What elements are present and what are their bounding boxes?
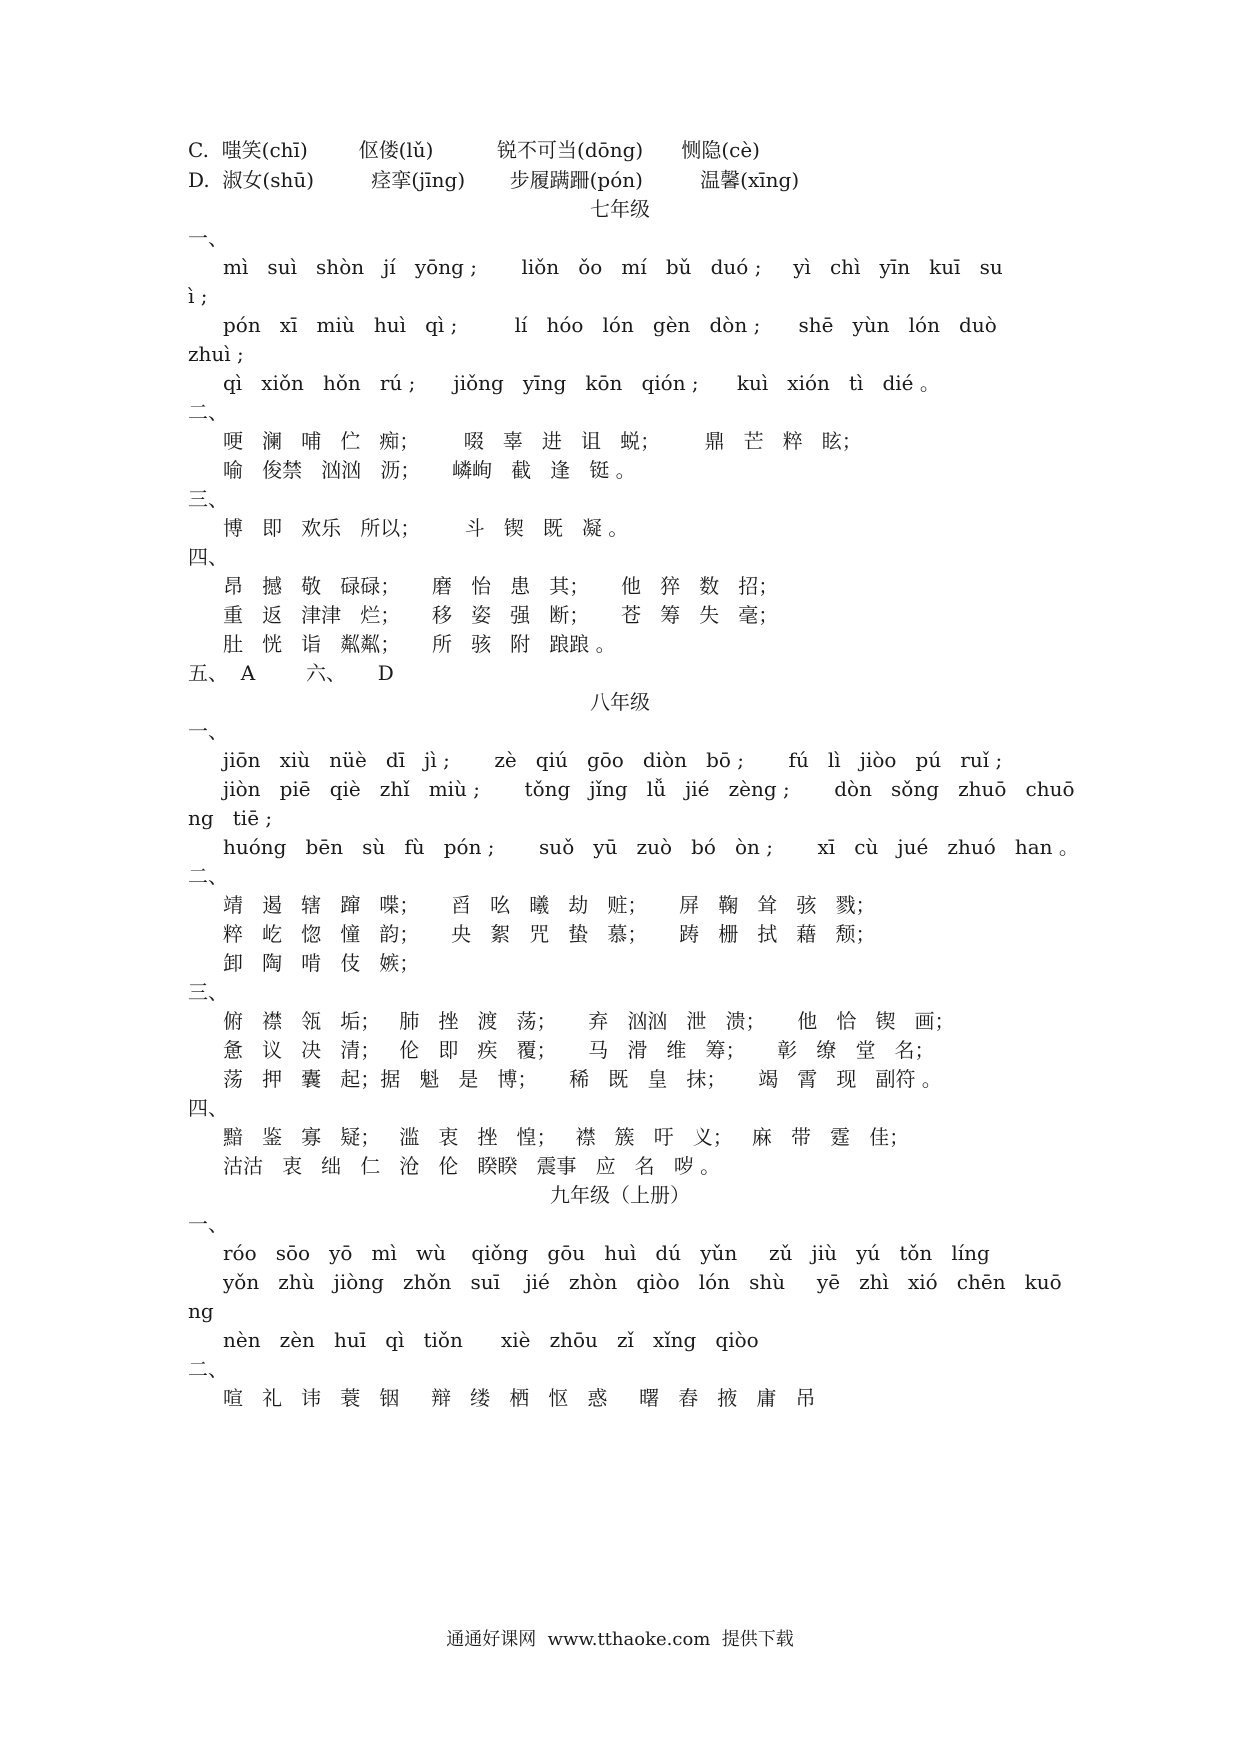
text-line: nèn zèn huī qì tiǒn xiè zhōu zǐ xǐng qiòo: [223, 1328, 759, 1352]
text-line: 昂 撼 敬 碌碌； 磨 怡 患 其； 他 猝 数 招；: [223, 574, 779, 598]
text-line: 三、: [188, 487, 228, 511]
text-line: 二、: [188, 400, 228, 424]
text-line: jiòn piē qiè zhǐ miù ; tǒng jǐng lǚ jié zèng ; dòn sǒng zhuō chuō: [223, 777, 1075, 801]
text-line: 惫 议 决 清； 伦 即 疾 覆； 马 滑 维 筹； 彰 缭 堂 名；: [223, 1038, 935, 1062]
text-line: 卸 陶 啃 伎 嫉；: [223, 951, 420, 975]
section-heading: 七年级: [590, 197, 650, 221]
text-line: 靖 遏 辖 蹿 喋； 舀 吆 曦 劫 赃； 屏 鞠 耸 骇 戮；: [223, 893, 876, 917]
text-line: 二、: [188, 864, 228, 888]
text-line: 博 即 欢乐 所以； 斗 锲 既 凝 。: [223, 516, 629, 540]
text-line: 重 返 津津 烂； 移 姿 强 断； 苍 筹 失 毫；: [223, 603, 779, 627]
text-line: mì suì shòn jí yōng ; liǒn ǒo mí bǔ duó ; yì chì yīn kuī su: [223, 255, 1003, 279]
text-line: róo sōo yō mì wù qiǒng gōu huì dú yǔn zǔ jiù yú tǒn líng: [223, 1241, 990, 1265]
text-line: 粹 屹 惚 憧 韵； 央 絮 咒 蛰 慕； 踌 栅 拭 藉 颓；: [223, 922, 876, 946]
text-line: huóng bēn sù fù pón ; suǒ yū zuò bó òn ; xī cù jué zhuó han 。: [223, 835, 1079, 859]
text-line: zhuì ;: [188, 342, 244, 366]
text-line: 三、: [188, 980, 228, 1004]
text-line: yǒn zhù jiòng zhǒn suī jié zhòn qiòo lón shù yē zhì xió chēn kuō: [223, 1270, 1062, 1294]
text-line: 四、: [188, 545, 228, 569]
text-line: 一、: [188, 1212, 228, 1236]
footer-credit: 通通好课网 www.tthaoke.com 提供下载: [446, 1629, 794, 1650]
text-line: qì xiǒn hǒn rú ; jiǒng yīng kōn qión ; kuì xión tì dié 。: [223, 371, 940, 395]
text-line: 喻 俊禁 汹汹 沥； 嶙峋 截 逢 铤 。: [223, 458, 636, 482]
text-line: pón xī miù huì qì ; lí hóo lón gèn dòn ; shē yùn lón duò: [223, 313, 997, 337]
text-line: 荡 押 囊 起；据 魁 是 博； 稀 既 皇 抹； 竭 霄 现 副符 。: [223, 1067, 942, 1091]
text-line: 喧 礼 讳 蓑 铟 辩 缕 栖 怄 惑 曙 舂 掖 庸 吊: [223, 1386, 816, 1410]
section-heading: 九年级（上册）: [550, 1183, 690, 1207]
section-heading: 八年级: [590, 690, 650, 714]
text-line: 二、: [188, 1357, 228, 1381]
text-line: ng tiē ;: [188, 806, 273, 830]
text-line: 俯 襟 瓴 垢； 肺 挫 渡 荡； 弃 汹汹 泄 溃； 他 恰 锲 画；: [223, 1009, 955, 1033]
text-line: 沽沽 衷 绌 仁 沧 伦 睽睽 震事 应 名 哕 。: [223, 1154, 721, 1178]
text-line: 黯 鉴 寡 疑； 滥 衷 挫 惶； 襟 簇 吁 义； 麻 带 霆 佳；: [223, 1125, 910, 1149]
text-line: ì ;: [188, 284, 208, 308]
text-line: 一、: [188, 226, 228, 250]
text-line: 肚 恍 诣 粼粼； 所 骇 附 踉踉 。: [223, 632, 616, 656]
text-line: jiōn xiù nüè dī jì ; zè qiú gōo diòn bō ; fú lì jiòo pú ruǐ ;: [223, 748, 1003, 772]
text-line: ng: [188, 1299, 214, 1323]
text-line: 哽 澜 哺 伫 痴； 啜 辜 进 诅 蜕； 鼎 芒 粹 眩；: [223, 429, 862, 453]
text-line: 五、 A 六、 D: [188, 661, 394, 685]
text-line: D. 淑女(shū) 痉挛(jīng) 步履蹒跚(pón) 温馨(xīng): [188, 168, 800, 192]
text-line: 四、: [188, 1096, 228, 1120]
text-line: C. 嗤笑(chī) 伛偻(lǔ) 锐不可当(dōng) 恻隐(cè): [188, 138, 760, 162]
text-line: 一、: [188, 719, 228, 743]
